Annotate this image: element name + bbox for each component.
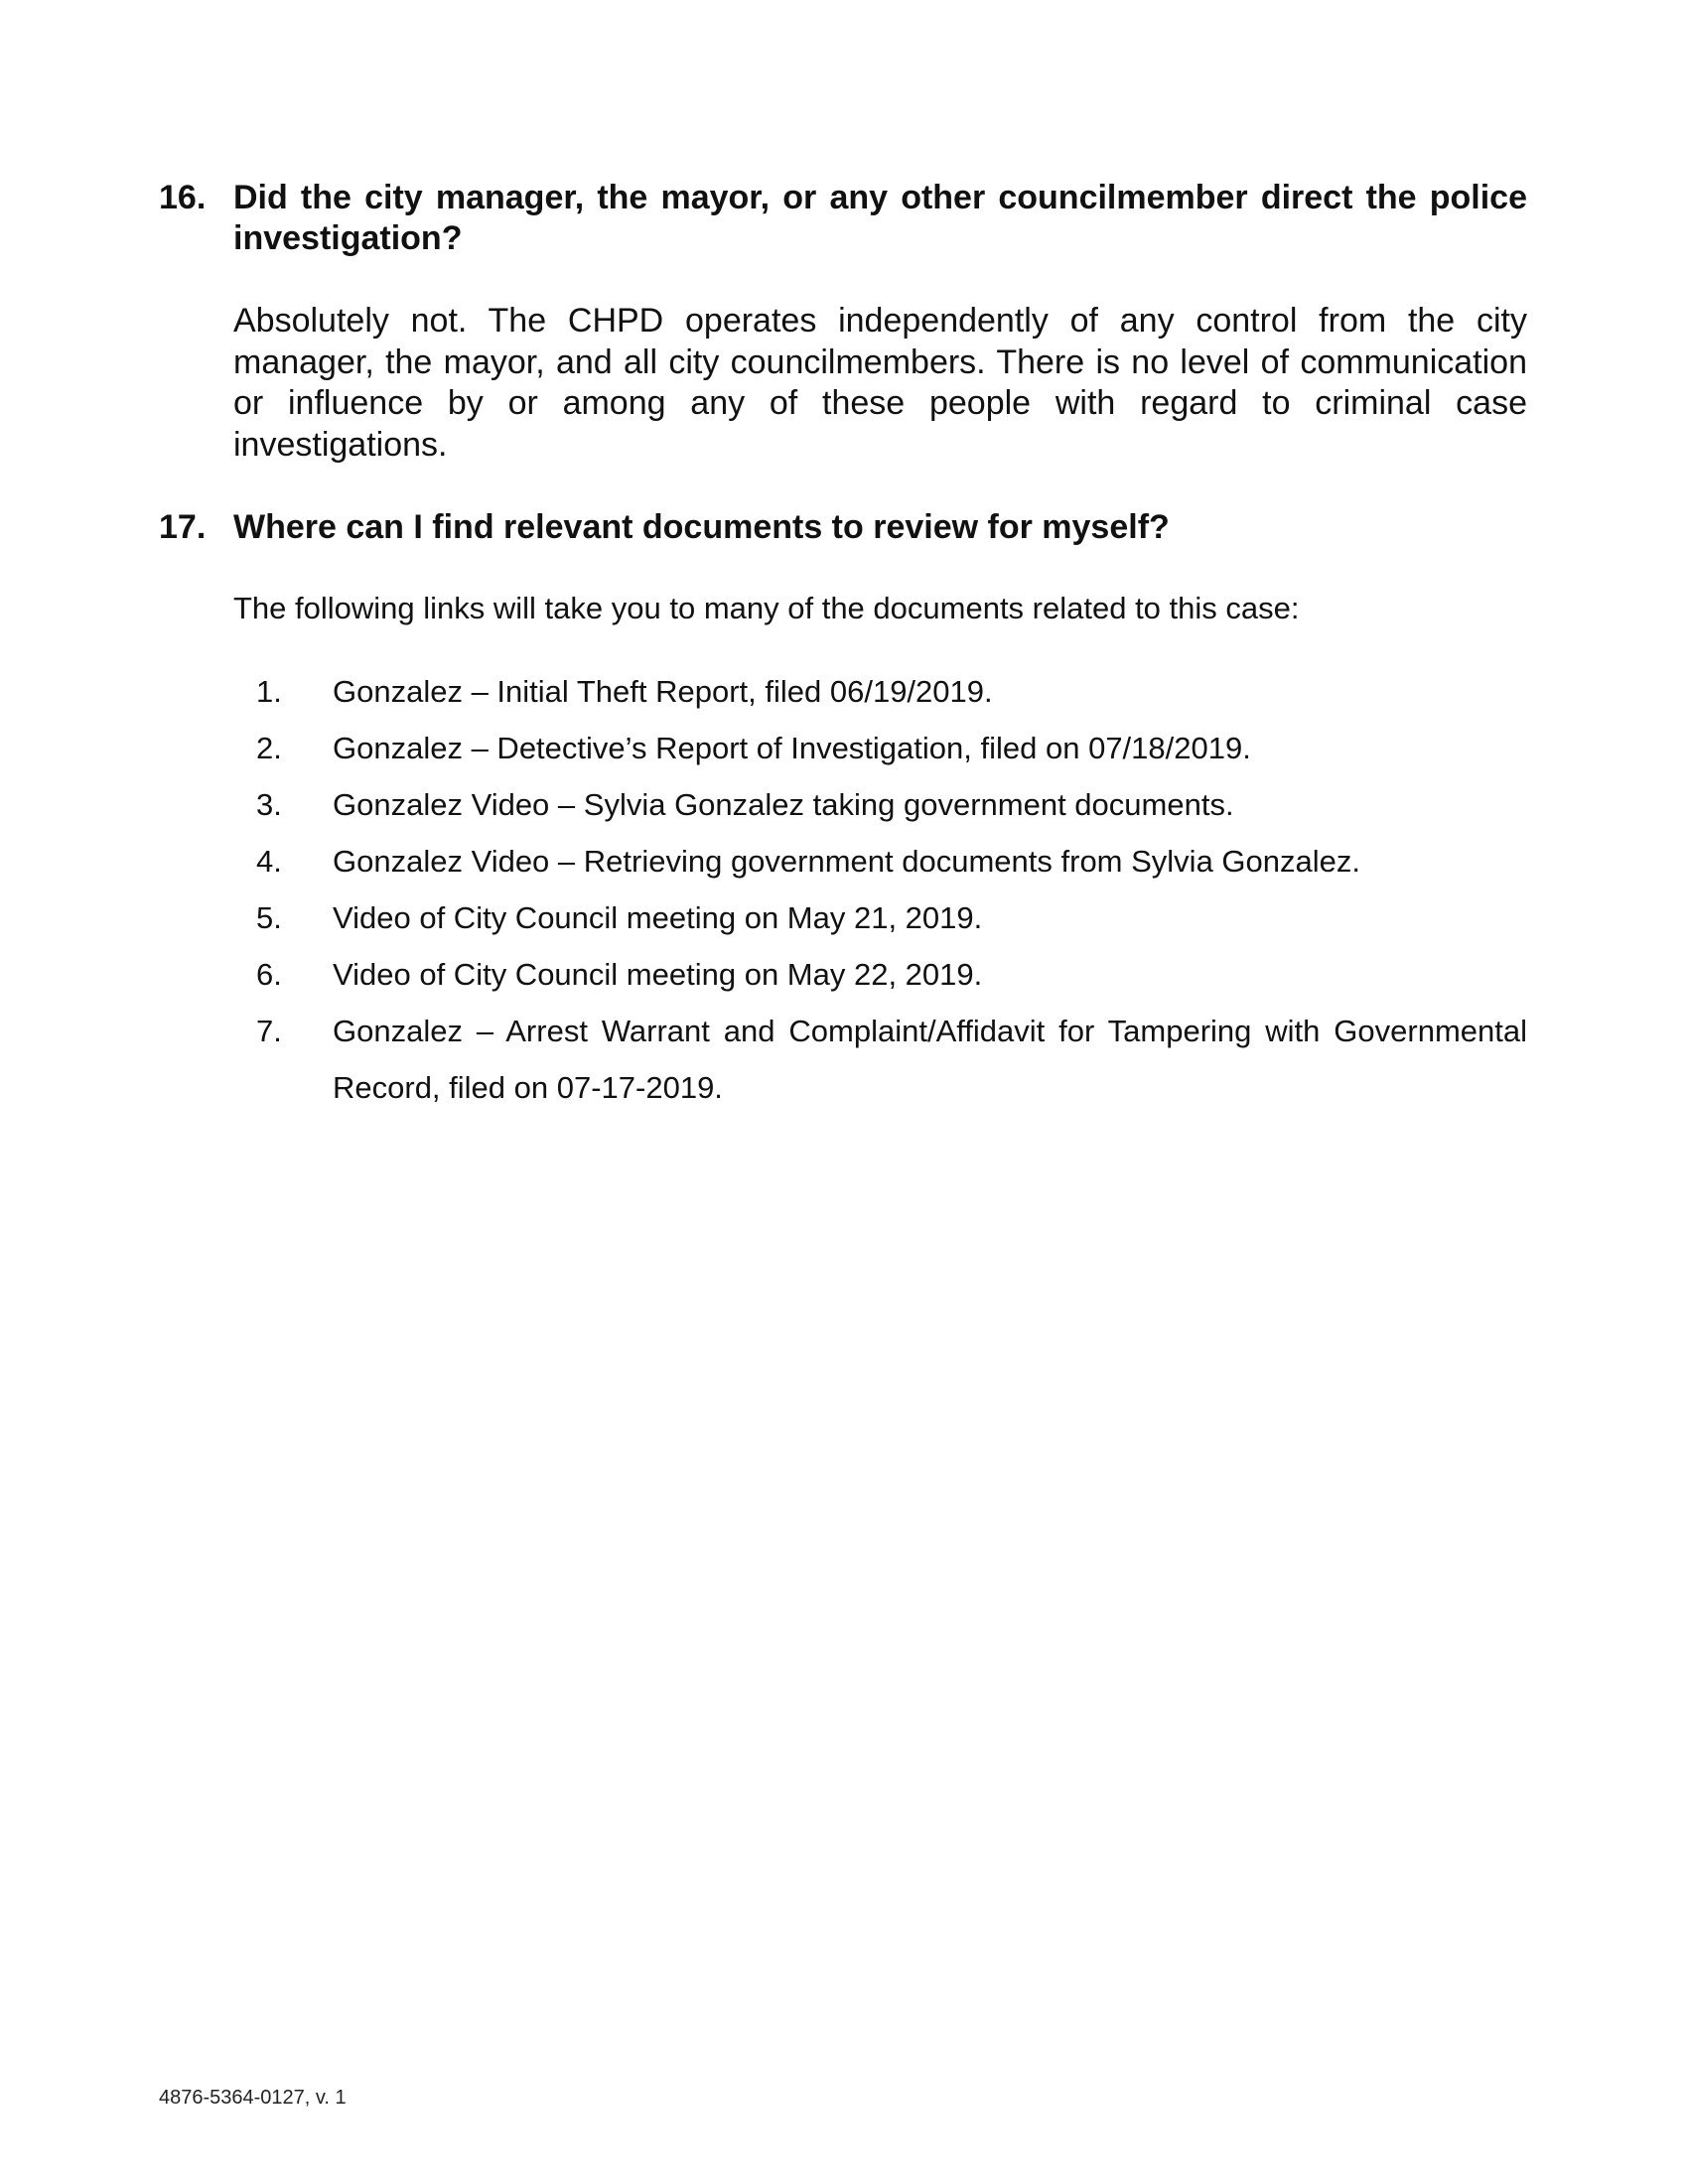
- link-number: 6.: [256, 957, 282, 992]
- question-16-answer: Absolutely not. The CHPD operates independently of any control from the city manager, the mayor, and all city councilmembers. There is no level of communication or influence by or among any of these people with regard to criminal case investigations.: [233, 302, 1527, 464]
- question-text: Did the city manager, the mayor, or any other councilmember direct the police investigation?: [233, 179, 1527, 257]
- link-number: 3.: [256, 787, 282, 822]
- link-text[interactable]: Gonzalez – Detective’s Report of Investigation, filed on 07/18/2019.: [333, 731, 1251, 765]
- link-number: 2.: [256, 731, 282, 765]
- link-item[interactable]: [0, 833, 1688, 889]
- link-text[interactable]: Gonzalez Video – Sylvia Gonzalez taking government documents.: [333, 787, 1234, 822]
- question-number: 16.: [159, 179, 207, 216]
- document-links-list: [0, 663, 1688, 1116]
- link-item[interactable]: [0, 720, 1688, 776]
- link-text[interactable]: Gonzalez Video – Retrieving government documents from Sylvia Gonzalez.: [333, 844, 1361, 879]
- link-number: 5.: [256, 900, 282, 935]
- document-id-footer: 4876-5364-0127, v. 1: [159, 2087, 347, 2109]
- link-number: 4.: [256, 844, 282, 879]
- link-text[interactable]: Gonzalez – Initial Theft Report, filed 06/19/2019.: [333, 674, 993, 709]
- question-number: 17.: [159, 508, 207, 546]
- link-item[interactable]: [0, 1003, 1688, 1116]
- link-number: 7.: [256, 1014, 282, 1048]
- link-item[interactable]: [0, 663, 1688, 720]
- links-intro: The following links will take you to many of the documents related to this case:: [233, 591, 1300, 625]
- link-item[interactable]: [0, 889, 1688, 946]
- question-16-heading: [159, 178, 1527, 259]
- link-text[interactable]: Gonzalez – Arrest Warrant and Complaint/Affidavit for Tampering with Governmental Record, filed on 07-17-2019.: [333, 1014, 1527, 1105]
- link-text[interactable]: Video of City Council meeting on May 21, 2019.: [333, 900, 983, 935]
- link-number: 1.: [256, 674, 282, 709]
- question-text: Where can I find relevant documents to review for myself?: [233, 508, 1170, 546]
- question-17-heading: [159, 507, 1527, 548]
- link-text[interactable]: Video of City Council meeting on May 22, 2019.: [333, 957, 983, 992]
- link-item[interactable]: [0, 946, 1688, 1003]
- link-item[interactable]: [0, 776, 1688, 833]
